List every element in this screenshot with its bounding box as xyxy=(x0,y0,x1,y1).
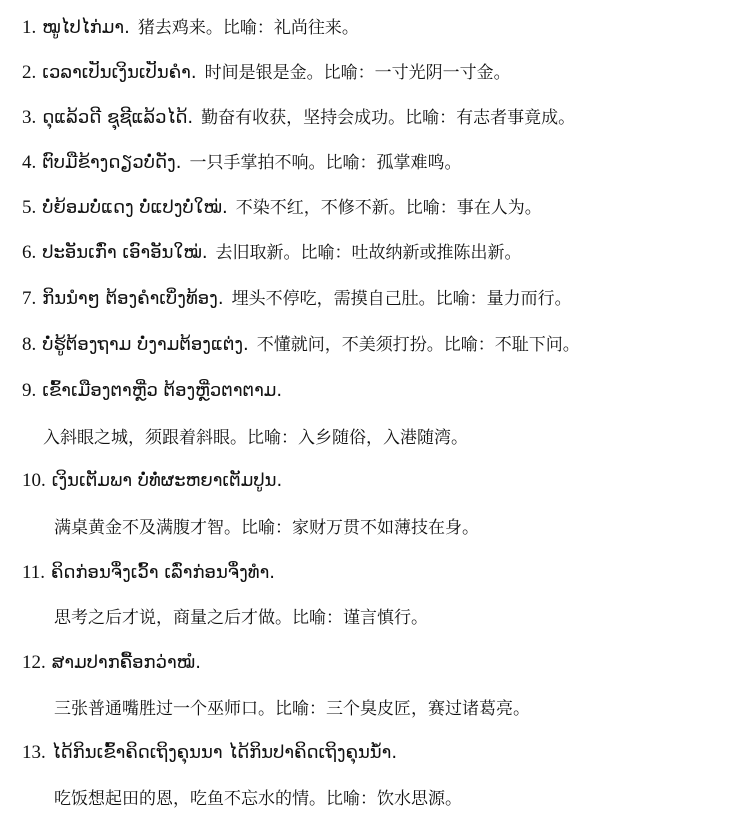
proverb-entry xyxy=(22,151,745,175)
proverb-number: 12. xyxy=(22,652,46,673)
proverb-lao: ປະອັນເກົ່າ ເອົາອັນໃໝ່. xyxy=(42,242,208,263)
proverb-chinese: 不懂就问，不美须打扮。比喻：不耻下问。 xyxy=(256,335,580,355)
proverb-chinese: 思考之后才说，商量之后才做。比喻：谨言慎行。 xyxy=(54,608,428,628)
proverb-chinese: 猪去鸡来。比喻：礼尚往来。 xyxy=(137,18,359,38)
proverb-chinese: 入斜眼之城，须跟着斜眼。比喻：入乡随俗，入港随湾。 xyxy=(43,428,468,448)
proverb-lao: ໄດ້ກິນເຂົ້າຄິດເຖິງຄຸນນາ ໄດ້ກິນປາຄິດເຖິງຄຸນນ້ຳ. xyxy=(51,742,398,763)
proverb-entry xyxy=(22,333,745,357)
proverb-lao: ດຸແລ້ວດີ ຊຸຊີແລ້ວໄດ້. xyxy=(42,107,194,128)
proverb-chinese: 勤奋有收获，坚持会成功。比喻：有志者事竟成。 xyxy=(201,108,576,128)
proverb-entry xyxy=(22,287,745,311)
proverb-chinese: 吃饭想起田的恩，吃鱼不忘水的情。比喻：饮水思源。 xyxy=(54,789,462,809)
proverb-lao: ກິນນຳໆ ຕ້ອງຄຳເບິ່ງທ້ອງ. xyxy=(42,288,224,309)
proverb-lao: ຄິດກ່ອນຈຶ່ງເວົ້າ ເລົ່າກ່ອນຈຶ່ງທຳ. xyxy=(51,562,276,583)
proverb-lao: ສາມປາກຄື້ອກວ່າໝໍ. xyxy=(51,652,201,673)
proverb-number: 3. xyxy=(22,107,37,128)
proverb-chinese: 一只手掌拍不响。比喻：孤掌难鸣。 xyxy=(189,153,462,173)
proverb-entry xyxy=(22,61,745,85)
proverb-chinese: 满桌黄金不及满腹才智。比喻：家财万贯不如薄技在身。 xyxy=(54,518,479,538)
proverb-entry xyxy=(22,561,745,585)
proverb-chinese: 不染不红，不修不新。比喻：事在人为。 xyxy=(235,198,542,218)
proverb-entry xyxy=(22,651,745,675)
proverb-number: 13. xyxy=(22,742,46,763)
proverb-number: 5. xyxy=(22,197,37,218)
proverb-lao: ບໍ່ຮູ້ຕ້ອງຖາມ ບໍ່ງາມຕ້ອງແຕ່ງ. xyxy=(42,334,249,355)
proverb-number: 9. xyxy=(22,380,37,401)
proverb-number: 11. xyxy=(22,562,46,583)
proverb-entry xyxy=(22,469,745,493)
proverb-entry xyxy=(22,16,745,40)
proverb-entry xyxy=(22,196,745,220)
proverb-chinese: 去旧取新。比喻：吐故纳新或推陈出新。 xyxy=(215,243,522,263)
proverb-lao: ເວລາເປັນເງິນເປັນຄຳ. xyxy=(42,62,197,83)
proverb-entry xyxy=(22,379,745,403)
proverb-chinese: 时间是银是金。比喻：一寸光阴一寸金。 xyxy=(204,63,511,83)
proverb-lao: ຕົບມືຂ້າງດຽວບໍ່ດັງ. xyxy=(42,152,182,173)
proverb-chinese: 埋头不停吃，需摸自己肚。比喻：量力而行。 xyxy=(231,289,572,309)
proverb-lao: ບໍ່ຍ້ອມບໍ່ແດງ ບໍ່ແປງບໍ່ໃໝ່. xyxy=(42,197,228,218)
proverb-number: 10. xyxy=(22,470,46,491)
proverb-number: 6. xyxy=(22,242,37,263)
proverb-number: 4. xyxy=(22,152,37,173)
proverb-number: 2. xyxy=(22,62,37,83)
proverb-entry xyxy=(22,741,745,765)
proverb-number: 1. xyxy=(22,17,37,38)
proverb-number: 8. xyxy=(22,334,37,355)
proverb-chinese: 三张普通嘴胜过一个巫师口。比喻：三个臭皮匠，赛过诸葛亮。 xyxy=(54,699,530,719)
proverb-lao: ເງິນເຕັມພາ ບໍ່ທໍ່ຜະຫຍາເຕັມປູນ. xyxy=(51,470,283,491)
proverb-entry xyxy=(22,241,745,265)
proverb-lao: ເຂົ້າເມືອງຕາຫຼີ່ວ ຕ້ອງຫຼີ່ວຕາຕາມ. xyxy=(42,380,283,401)
proverb-entry xyxy=(22,106,745,130)
proverb-number: 7. xyxy=(22,288,37,309)
proverb-lao: ໝູໄປໄກ່ມາ. xyxy=(42,17,130,38)
